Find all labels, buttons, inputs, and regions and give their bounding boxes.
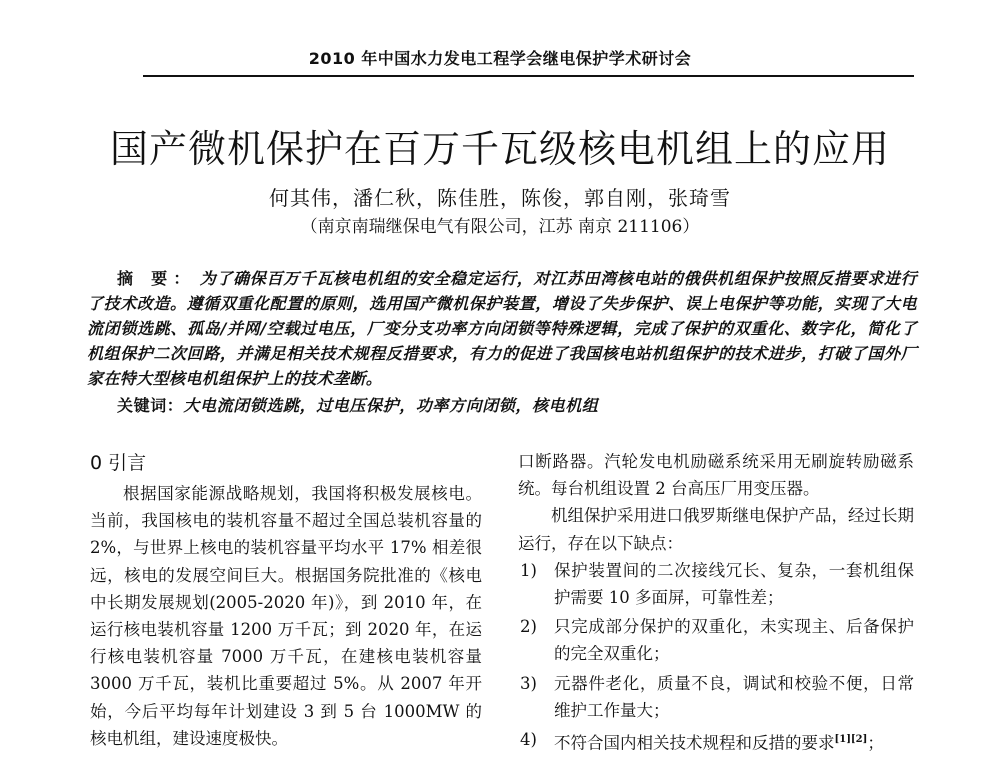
abstract-text: 为了确保百万千瓦核电机组的安全稳定运行，对江苏田湾核电站的俄供机组保护按照反措要求进行了技术改造。遵循双重化配置的原则，选用国产微机保护装置，增设了失步保护、误上电保护等功能，实现了大电流闭锁选跳、孤岛/并网/空载过电压，厂变分支功率方向闭锁等特殊逻辑，完成了保护的双重化、数字化，简化了机组保护二次回路，并满足相关技术规程反措要求，有力的促进了我国核电站机组保护的技术进步，打破了国外厂家在特大型核电机组保护上的技术垄断。: [87, 269, 918, 388]
section-heading-intro: 0 引言: [90, 452, 147, 474]
list-item-text: 不符合国内相关技术规程和反措的要求: [554, 733, 835, 753]
list-item-text: 元器件老化，质量不良，调试和校验不便，日常维护工作量大；: [554, 673, 914, 720]
list-item-text: 只完成部分保护的双重化，未实现主、后备保护的完全双重化；: [554, 617, 914, 664]
list-item: [518, 613, 914, 667]
list-item-number: 1): [520, 560, 537, 580]
keywords-text: 大电流闭锁选跳，过电压保护，功率方向闭锁，核电机组: [183, 396, 599, 415]
list-item: [518, 726, 914, 757]
affiliation: （南京南瑞继保电气有限公司，江苏 南京 211106）: [300, 217, 700, 237]
list-item-text: 保护装置间的二次接线冗长、复杂，一套机组保护需要 10 多面屏，可靠性差；: [554, 560, 914, 608]
keywords-label: 关键词：: [117, 396, 184, 415]
right-column: [518, 448, 914, 759]
abstract: [87, 266, 917, 391]
list-item-end: ；: [867, 733, 884, 753]
list-item: [518, 557, 914, 611]
abstract-label: 摘 要：: [117, 269, 196, 288]
list-item-number: 3): [520, 673, 537, 693]
keywords: [117, 393, 917, 416]
left-column: [90, 448, 482, 752]
paper-title: 国产微机保护在百万千瓦级核电机组上的应用: [109, 127, 890, 171]
shortcomings-intro: 机组保护采用进口俄罗斯继电保护产品，经过长期运行，存在以下缺点：: [518, 506, 914, 553]
shortcomings-list: [518, 557, 914, 757]
list-item: [518, 670, 914, 724]
citation: [1][2]: [834, 734, 868, 746]
intro-paragraph: 根据国家能源战略规划，我国将积极发展核电。当前，我国核电的装机容量不超过全国总装机容量的 2%，与世界上核电的装机容量平均水平 17% 相差很远，核电的发展空间巨大。根据国务院批准的《核电中长期发展规划(2005-2020 年)》，到 2010 年，在运行核电装机容量 1200 万千瓦；到 2020 年，在运行核电装机容量 7000 万千瓦，在建核电装机容量 3000 万千瓦，装机比重要超过 5%。从 2007 年开始，今后平均每年计划建设 3 到 5 台 1000MW 的核电机组，建设速度极快。: [90, 484, 482, 748]
list-item-number: 2): [520, 617, 537, 637]
author-list: 何其伟，潘仁秋，陈佳胜，陈俊，郭自刚，张琦雪: [269, 186, 731, 210]
list-item-number: 4): [520, 730, 537, 750]
continuation-paragraph: 口断路器。汽轮发电机励磁系统采用无刷旋转励磁系统。每台机组设置 2 台高压厂用变压器。: [518, 452, 914, 499]
header-rule: [143, 75, 914, 77]
conference-header: 2010 年中国水力发电工程学会继电保护学术研讨会: [308, 49, 692, 68]
